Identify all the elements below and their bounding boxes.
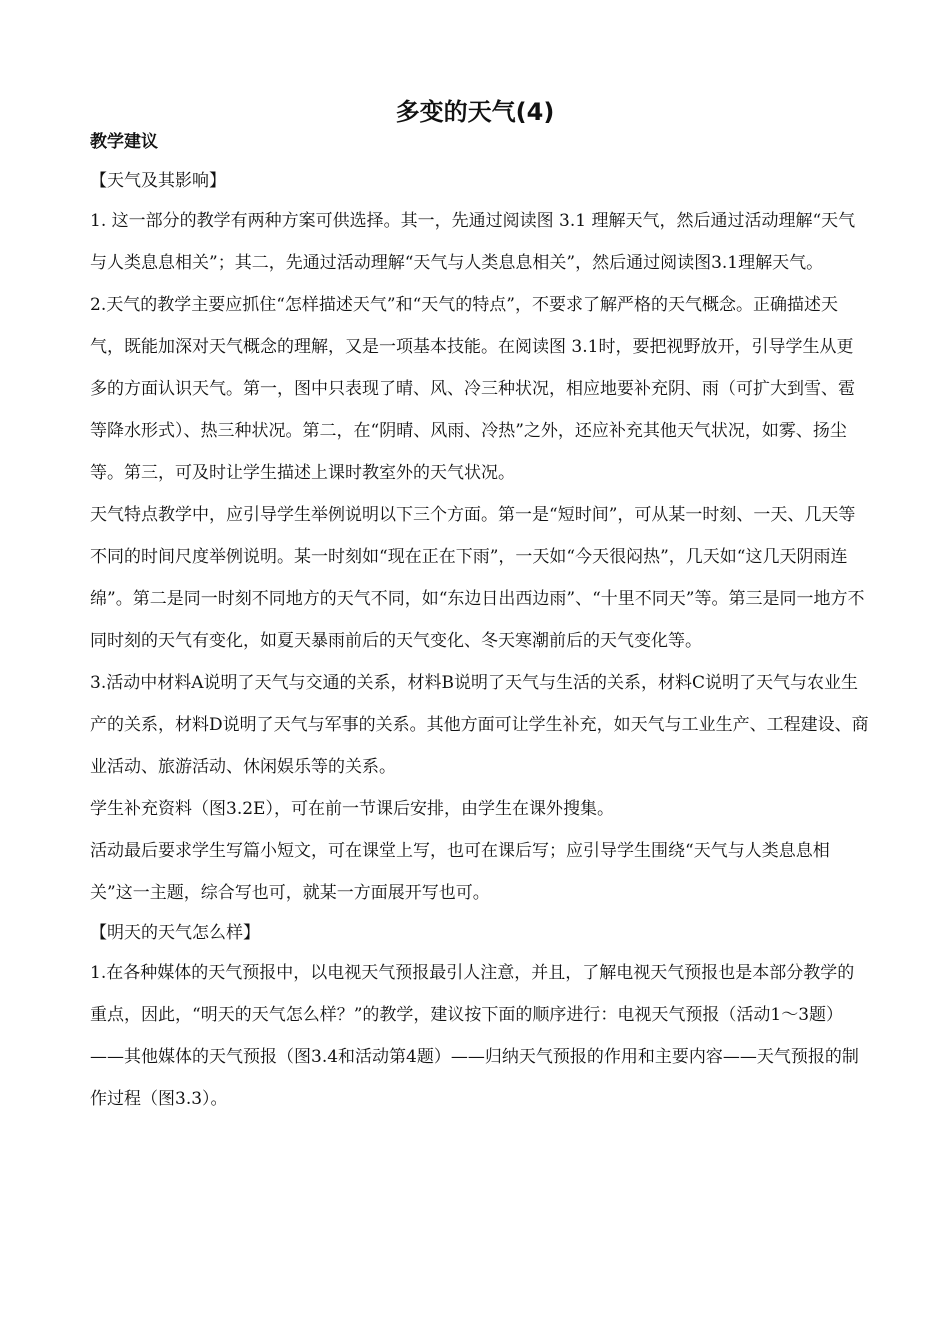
paragraph: 3.活动中材料A说明了天气与交通的关系，材料B说明了天气与生活的关系，材料C说明了天气与农业生产的关系，材料D说明了天气与军事的关系。其他方面可让学生补充，如天气与工业生产、工程建设、商业活动、旅游活动、休闲娱乐等的关系。 xyxy=(90,673,869,777)
paragraph: 活动最后要求学生写篇小短文，可在课堂上写，也可在课后写；应引导学生围绕“天气与人类息息相关”这一主题，综合写也可，就某一方面展开写也可。 xyxy=(90,841,830,903)
page-title: 多变的天气(4) xyxy=(395,98,555,126)
subsection-label-tomorrow-weather: 【明天的天气怎么样】 xyxy=(90,923,260,943)
subsection-label-weather-impact: 【天气及其影响】 xyxy=(90,171,226,191)
section-heading: 教学建议 xyxy=(90,132,158,152)
document-body xyxy=(90,132,870,1120)
paragraph: 2.天气的教学主要应抓住“怎样描述天气”和“天气的特点”，不要求了解严格的天气概念。正确描述天气，既能加深对天气概念的理解，又是一项基本技能。在阅读图 3.1时，要把视野放开，引导学生从更多的方面认识天气。第一，图中只表现了晴、风、冷三种状况，相应地要补充阴、雨（可扩大到雪、雹等降水形式）、热三种状况。第二，在“阴晴、风雨、冷热”之外，还应补充其他天气状况，如雾、扬尘等。第三，可及时让学生描述上课时教室外的天气状况。 xyxy=(90,295,855,483)
paragraph: 1.在各种媒体的天气预报中，以电视天气预报最引人注意，并且，了解电视天气预报也是本部分教学的重点，因此，“明天的天气怎么样？”的教学，建议按下面的顺序进行：电视天气预报（活动1～3题）——其他媒体的天气预报（图3.4和活动第4题）——归纳天气预报的作用和主要内容——天气预报的制作过程（图3.3）。 xyxy=(90,963,859,1109)
paragraph: 学生补充资料（图3.2E），可在前一节课后安排，由学生在课外搜集。 xyxy=(90,799,614,819)
paragraph: 天气特点教学中，应引导学生举例说明以下三个方面。第一是“短时间”，可从某一时刻、一天、几天等不同的时间尺度举例说明。某一时刻如“现在正在下雨”，一天如“今天很闷热”，几天如“这几天阴雨连绵”。第二是同一时刻不同地方的天气不同，如“东边日出西边雨”、“十里不同天”等。第三是同一地方不同时刻的天气有变化，如夏天暴雨前后的天气变化、冬天寒潮前后的天气变化等。 xyxy=(90,505,865,651)
paragraph: 1. 这一部分的教学有两种方案可供选择。其一，先通过阅读图 3.1 理解天气，然后通过活动理解“天气与人类息息相关”；其二，先通过活动理解“天气与人类息息相关”，然后通过阅读图3.1理解天气。 xyxy=(90,211,856,273)
